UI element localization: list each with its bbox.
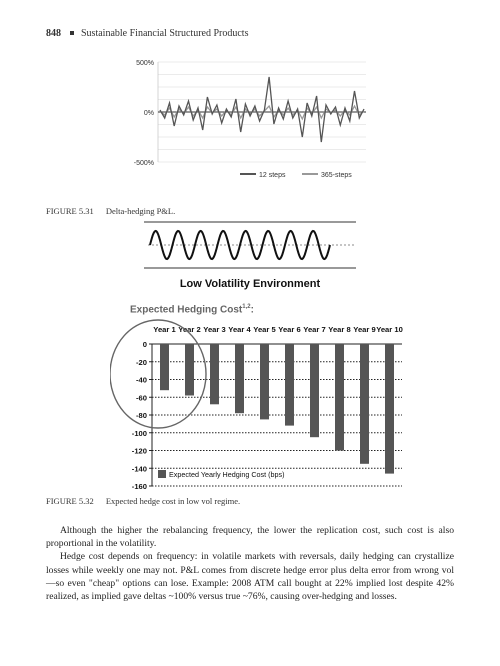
category-label: Year 8 — [328, 325, 351, 334]
bar — [260, 344, 269, 419]
bar — [235, 344, 244, 413]
paragraph: Although the higher the rebalancing frequency, the lower the replication cost, such cost is also proportional in the volatility. — [46, 525, 454, 550]
y-tick-label: -160 — [131, 482, 147, 490]
figure-caption-5-32 — [46, 496, 240, 506]
body-text — [46, 524, 454, 603]
paragraph: Hedge cost depends on frequency: in volatile markets with reversals, daily hedging can crystallize losses while weekly one may not. P&L comes from discrete hedge error plus delta error from wrong vol—so even "cheap" options can lose. Example: 2008 ATM call bought at 22% implied lost despite 42% realized, as implied gave deltas ~100% versus true ~76%, causing over-hedging and losses. — [46, 551, 454, 603]
bar-y-ticks — [132, 340, 152, 490]
hedging-cost-title-text: Expected Hedging Cost — [130, 304, 243, 316]
sine-wave-graphic — [140, 220, 360, 272]
category-label: Year 3 — [203, 325, 226, 334]
bar — [160, 344, 169, 390]
bar-category-labels — [153, 325, 403, 334]
legend-label: 12 steps — [259, 172, 286, 179]
hedging-cost-chart — [110, 318, 410, 490]
bar — [185, 344, 194, 396]
bar — [360, 344, 369, 464]
y-tick-label: -80 — [136, 411, 147, 420]
y-tick-label: 500% — [136, 60, 154, 67]
delta-hedging-chart — [100, 50, 380, 190]
y-tick-label: 0 — [142, 340, 147, 349]
category-label: Year 2 — [178, 325, 201, 334]
book-title: Sustainable Financial Structured Products — [81, 28, 249, 39]
chart-legend — [240, 172, 352, 179]
chart-gridlines — [158, 62, 366, 162]
y-tick-label: -100 — [131, 428, 147, 438]
category-label: Year 7 — [303, 325, 326, 334]
legend-swatch — [158, 470, 166, 478]
bar — [385, 344, 394, 474]
running-header — [46, 28, 248, 39]
chart-y-ticks — [134, 60, 154, 167]
page-number: 848 — [46, 28, 61, 39]
hedging-cost-superscript: 1,2 — [242, 304, 251, 310]
y-tick-label: -40 — [136, 375, 147, 385]
environment-title: Low Volatility Environment — [179, 278, 321, 290]
y-tick-label: 0% — [143, 110, 154, 117]
hedging-cost-colon: : — [250, 304, 254, 316]
hedging-cost-title — [130, 304, 254, 315]
figure-label: FIGURE 5.32 — [46, 496, 94, 506]
y-tick-label: -140 — [131, 464, 147, 474]
category-label: Year 6 — [278, 325, 301, 334]
category-label: Year 9 — [353, 325, 376, 334]
bar — [310, 344, 319, 437]
legend-label: Expected Yearly Hedging Cost (bps) — [169, 470, 285, 479]
bar — [285, 344, 294, 426]
y-tick-label: -500% — [133, 160, 154, 167]
y-tick-label: -120 — [131, 446, 147, 456]
category-label: Year 4 — [228, 325, 251, 334]
bullet-square-icon — [70, 31, 74, 35]
bar-legend — [158, 470, 284, 479]
category-label: Year 10 — [376, 325, 403, 334]
figure-label: FIGURE 5.31 — [46, 206, 94, 216]
category-label: Year 5 — [253, 325, 276, 334]
y-tick-label: -60 — [136, 393, 147, 403]
figure-caption-text: Delta-hedging P&L. — [105, 206, 176, 216]
bar — [335, 344, 344, 451]
figure-caption-5-31 — [46, 206, 175, 216]
category-label: Year 1 — [153, 325, 176, 334]
legend-label: 365-steps — [321, 172, 352, 179]
bar — [210, 344, 219, 404]
figure-caption-text: Expected hedge cost in low vol regime. — [105, 496, 241, 506]
y-tick-label: -20 — [136, 357, 147, 367]
